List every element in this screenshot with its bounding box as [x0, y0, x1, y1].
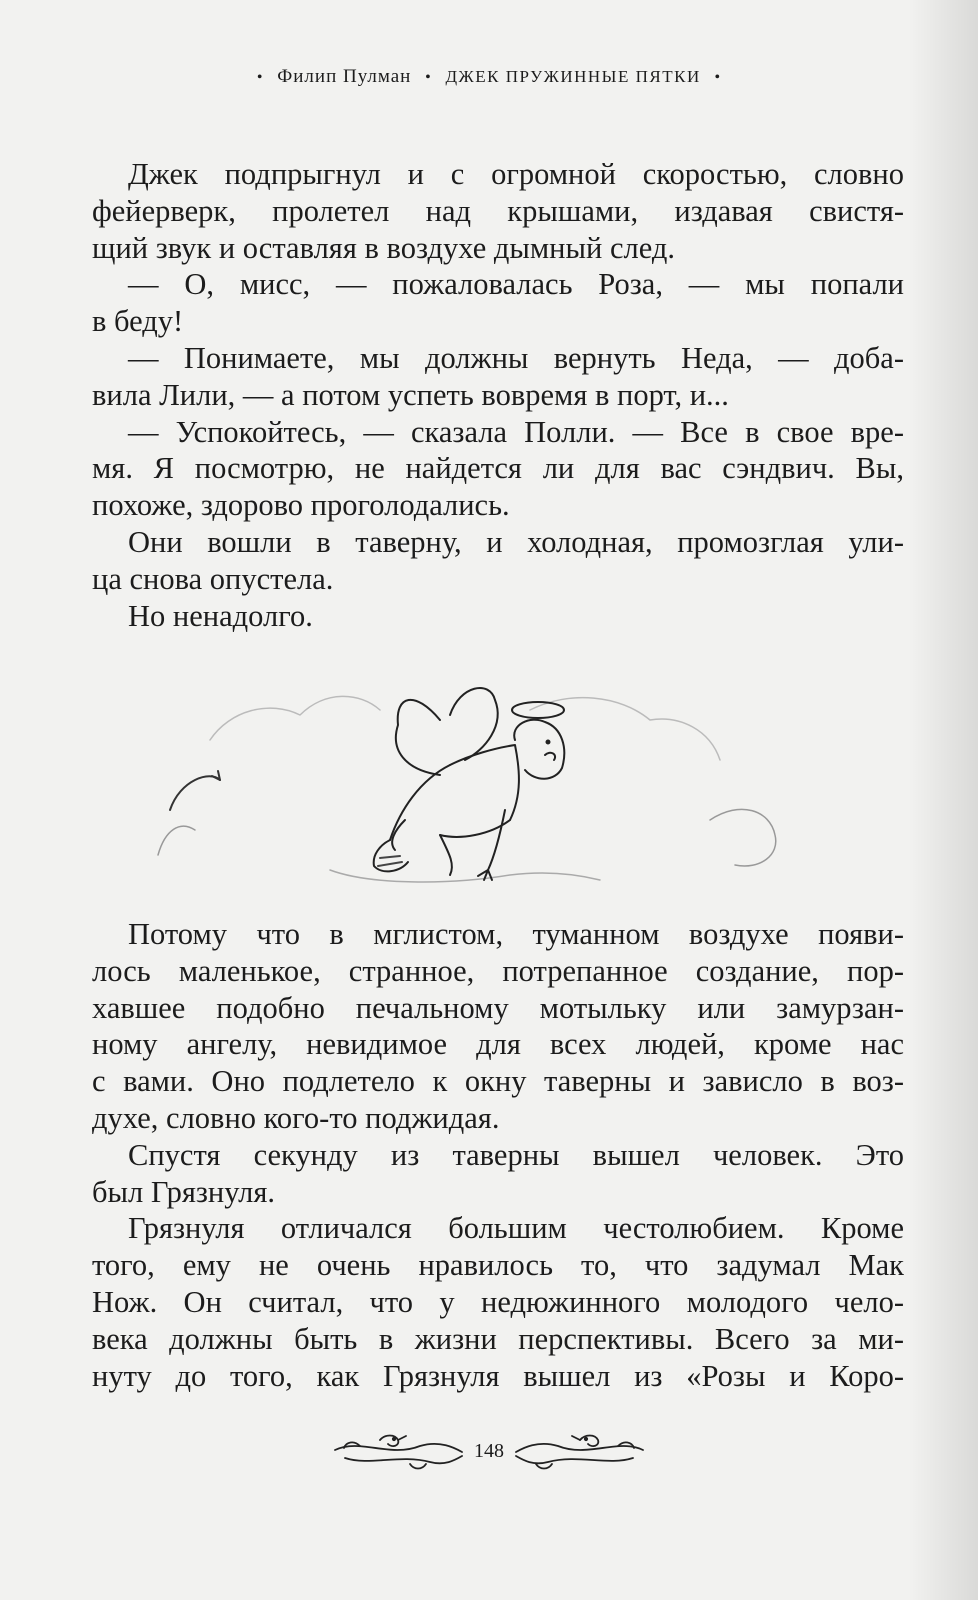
text-line: щий звук и оставляя в воздухе дымный след. [92, 230, 675, 265]
text-line: нуту до того, как Грязнуля вышел из «Розы и Коро- [92, 1358, 904, 1393]
text-line: — Успокойтесь, — сказала Полли. — Все в свое вре- [128, 414, 904, 449]
header-author: Филип Пулман [277, 66, 412, 87]
text-line: с вами. Оно подлетело к окну таверны и зависло в воз- [92, 1064, 904, 1099]
text-line: духе, словно кого-то поджидая. [92, 1100, 500, 1135]
text-line: — О, мисс, — пожаловалась Роза, — мы попали [128, 267, 904, 302]
text-line: Потому что в мглистом, туманном воздухе появи- [128, 917, 904, 951]
text-line: Спустя секунду из таверны вышел человек. Это [128, 1137, 904, 1172]
running-head [0, 66, 978, 88]
text-line: в беду! [92, 304, 184, 339]
text-line: Нож. Он считал, что у недюжинного молодого чело- [92, 1284, 904, 1319]
flying-angel-man-illustration [150, 670, 790, 910]
text-line: ца снова опустела. [92, 561, 334, 596]
text-line: мя. Я посмотрю, не найдется ли для вас сэндвич. Вы, [92, 451, 904, 486]
header-bullet-middle: • [425, 69, 432, 86]
header-bullet-left: • [256, 69, 264, 86]
text-line: — Понимаете, мы должны вернуть Неда, — доба- [128, 340, 904, 375]
text-line: Они вошли в таверну, и холодная, промозглая ули- [128, 524, 904, 559]
text-line: лось маленькое, странное, потрепанное создание, пор- [92, 953, 904, 988]
text-line: Но ненадолго. [128, 598, 313, 633]
page-number: 148 [474, 1440, 504, 1462]
text-line: фейерверк, пролетел над крышами, издавая свистя- [92, 193, 904, 228]
page-edge-shadow [908, 0, 978, 1600]
text-line: вила Лили, — а потом успеть вовремя в порт, и... [92, 377, 729, 412]
text-line: ному ангелу, невидимое для всех людей, кроме нас [92, 1027, 904, 1062]
text-line: века должны быть в жизни перспективы. Всего за ми- [92, 1321, 904, 1356]
text-line: Грязнуля отличался большим честолюбием. Кроме [128, 1211, 904, 1246]
text-line: хавшее подобно печальному мотыльку или замурзан- [92, 990, 904, 1025]
header-bullet-right: • [714, 69, 722, 86]
text-line: был Грязнуля. [92, 1174, 275, 1209]
text-block-top [92, 156, 904, 634]
text-block-bottom [92, 916, 904, 1394]
text-line: похоже, здорово проголодались. [92, 488, 510, 523]
header-book-title: ДЖЕК ПРУЖИННЫЕ ПЯТКИ [445, 67, 701, 86]
text-line: того, ему не очень нравилось то, что задумал Мак [92, 1248, 904, 1283]
text-line: Джек подпрыгнул и с огромной скоростью, словно [128, 157, 904, 191]
